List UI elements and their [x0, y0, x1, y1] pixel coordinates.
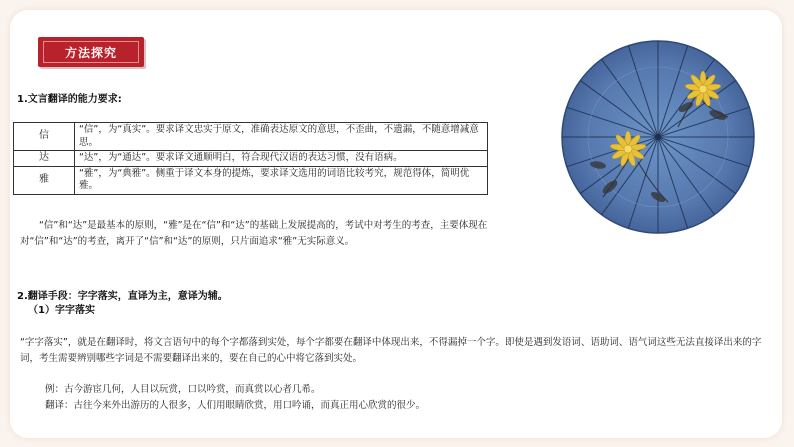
table-row — [14, 151, 488, 167]
desc-cell: “雅”，为“典雅”。侧重于译文本身的提炼，要求译文选用的词语比较考究，规范得体，简明优雅。 — [75, 166, 488, 194]
word-by-word-paragraph: “字字落实”，就是在翻译时，将文言语句中的每个字都落到实处，每个字都要在翻译中体现出来，不得漏掉一个字。即使是遇到发语词、语助词、语气词这些无法直接译出来的字词，考生需要辨别哪些字词是不需要翻译出来的，要在自己的心中将它落到实处。 — [20, 337, 762, 364]
requirements-table — [13, 122, 488, 195]
desc-cell: “信”，为“真实”。要求译文忠实于原文，准确表达原文的意思，不歪曲，不遗漏，不随意增减意思。 — [75, 123, 488, 151]
section2-heading: 2.翻译手段：字字落实，直译为主，意译为辅。 — [17, 291, 228, 302]
slide — [10, 10, 782, 438]
parasol-illustration-icon — [558, 37, 758, 237]
example-translation: 翻译：古往今来外出游历的人很多，人们用眼睛欣赏，用口吟诵，而真正用心欣赏的很少。 — [45, 400, 426, 411]
desc-cell: “达”，为“通达”。要求译文通顺明白，符合现代汉语的表达习惯，没有语病。 — [75, 151, 488, 167]
section1-heading: 1.文言翻译的能力要求: — [17, 94, 122, 105]
table-row — [14, 123, 488, 151]
term-cell: 雅 — [14, 166, 75, 194]
banner-title: 方法探究 — [64, 45, 117, 60]
section2-subheading: （1）字字落实 — [28, 305, 95, 316]
table-row — [14, 166, 488, 194]
section-banner — [38, 37, 144, 67]
principle-paragraph: “信”和“达”是最基本的原则，“雅”是在“信”和“达”的基础上发展提高的，考试中对考生的考查，主要体现在对“信”和“达”的考查，离开了“信”和“达”的原则，只片面追求“雅”无实际意义。 — [20, 220, 488, 247]
decorative-parasol — [558, 37, 758, 237]
term-cell: 达 — [14, 151, 75, 167]
term-cell: 信 — [14, 123, 75, 151]
example-sentence: 例：古今游宦几何，人目以玩赏，口以吟赏，而真赏以心者几希。 — [45, 384, 321, 395]
